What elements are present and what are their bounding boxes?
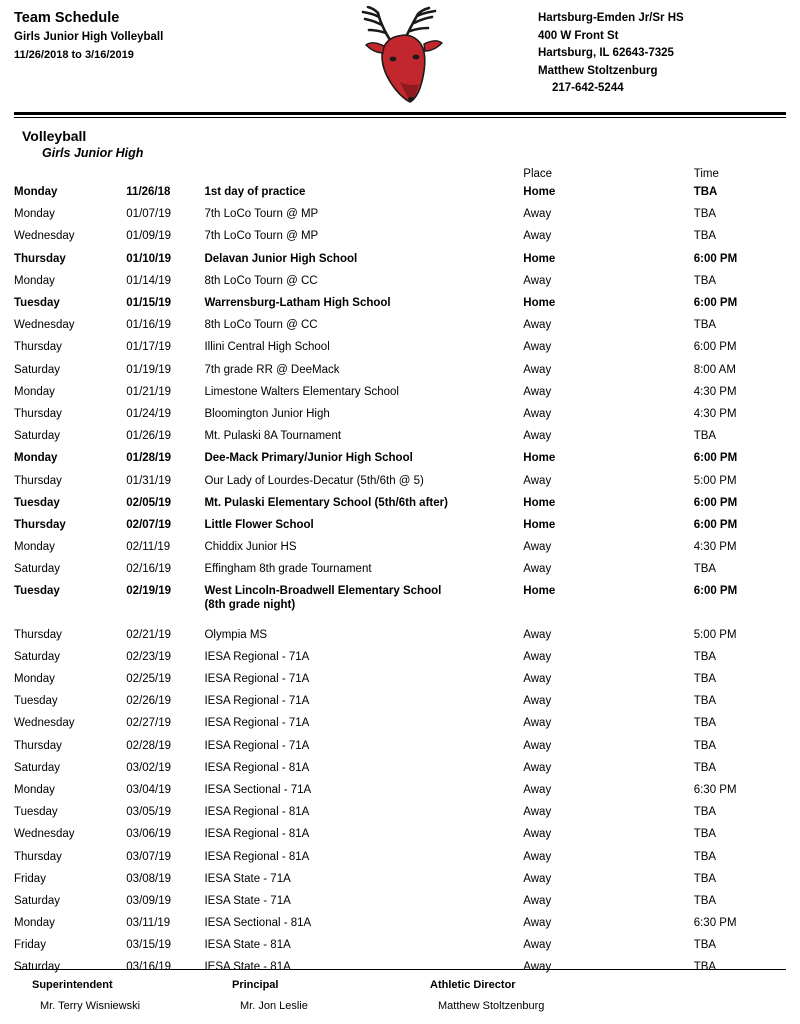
cell-place: Home [523,252,556,265]
opponent-name: IESA Regional - 81A [204,828,310,841]
cell-day: Tuesday [14,585,60,598]
opponent-name: IESA Sectional - 81A [204,917,312,930]
cell-opponent [204,823,523,845]
table-row [14,514,786,536]
table-row [14,469,786,491]
cell-opponent [204,801,523,823]
cell-date: 01/17/19 [126,341,172,354]
opponent-name: 7th grade RR @ DeeMack [204,363,340,376]
cell-place: Away [523,628,552,641]
opponent-name: Dee-Mack Primary/Junior High School [204,452,413,465]
opponent-note: (8th grade night) [204,599,296,612]
cell-day: Thursday [14,474,62,487]
cell-place: Home [523,585,556,598]
cell-opponent [204,580,523,616]
table-row [14,536,786,558]
footer-superintendent [14,979,232,1012]
school-logo [284,6,524,106]
cell-day: Monday [14,385,55,398]
footer-role-label: Principal [232,979,279,991]
cell-place: Away [523,230,552,243]
opponent-name: IESA Regional - 81A [204,761,310,774]
opponent-name: IESA State - 71A [204,872,291,885]
table-row [14,336,786,358]
cell-day: Wednesday [14,230,75,243]
cell-day: Monday [14,917,55,930]
footer-person-name: Matthew Stoltzenburg [438,1000,545,1012]
table-row [14,314,786,336]
header-divider-thin [14,117,786,118]
cell-time: 6:00 PM [693,518,738,531]
footer-divider [14,969,786,970]
cell-day: Wednesday [14,319,75,332]
table-row [14,912,786,934]
document-footer [14,969,786,1012]
cell-time: TBA [693,939,717,952]
cell-time: TBA [693,230,717,243]
cell-place: Away [523,673,552,686]
table-row [14,425,786,447]
table-row [14,801,786,823]
table-row [14,292,786,314]
cell-day: Thursday [14,850,62,863]
cell-day: Thursday [14,518,66,531]
cell-place: Away [523,961,552,974]
table-row [14,779,786,801]
cell-time: TBA [693,274,717,287]
opponent-name: West Lincoln-Broadwell Elementary School [204,585,442,598]
table-header-row [14,168,786,181]
cell-place: Home [523,452,556,465]
cell-time: TBA [693,828,717,841]
cell-day: Wednesday [14,828,75,841]
cell-time: TBA [693,761,717,774]
cell-day: Tuesday [14,496,60,509]
table-row [14,845,786,867]
cell-opponent [204,712,523,734]
table-row [14,225,786,247]
opponent-name: Delavan Junior High School [204,252,358,265]
cell-date: 01/15/19 [126,297,172,310]
table-row [14,580,786,616]
header-school-info [524,6,786,98]
cell-date: 02/25/19 [126,673,172,686]
cell-date: 02/19/19 [126,585,172,598]
cell-place: Away [523,563,552,576]
cell-opponent [204,845,523,867]
cell-opponent [204,425,523,447]
cell-date: 03/04/19 [126,783,172,796]
cell-time: TBA [693,717,717,730]
cell-time: TBA [693,850,717,863]
opponent-name: IESA Regional - 71A [204,673,310,686]
cell-place: Away [523,407,552,420]
cell-date: 01/24/19 [126,407,172,420]
cell-date: 11/26/18 [126,186,171,199]
opponent-name: Limestone Walters Elementary School [204,385,399,398]
cell-time: 5:00 PM [693,474,737,487]
opponent-name: Little Flower School [204,518,314,531]
table-row [14,934,786,956]
school-contact-name: Matthew Stoltzenburg [538,64,658,77]
table-row [14,890,786,912]
cell-opponent [204,381,523,403]
stag-head-logo [344,6,464,106]
cell-place: Away [523,761,552,774]
cell-opponent [204,558,523,580]
page-title: Team Schedule [14,10,120,26]
cell-date: 03/06/19 [126,828,172,841]
cell-day: Tuesday [14,695,58,708]
cell-opponent [204,469,523,491]
cell-date: 01/28/19 [126,452,172,465]
cell-place: Away [523,739,552,752]
opponent-name: IESA State - 71A [204,894,291,907]
table-row [14,181,786,203]
cell-opponent [204,292,523,314]
cell-opponent [204,359,523,381]
cell-date: 01/10/19 [126,252,172,265]
footer-principal [232,979,430,1012]
header-subtitle: Girls Junior High Volleyball [14,31,164,43]
document-header [14,6,786,112]
cell-time: TBA [693,806,717,819]
cell-day: Saturday [14,430,61,443]
cell-time: 8:00 AM [693,363,736,376]
opponent-name: Our Lady of Lourdes-Decatur (5th/6th @ 5) [204,474,424,487]
schedule-table-body [14,181,786,979]
cell-time: TBA [693,872,717,885]
cell-place: Away [523,872,552,885]
cell-time: TBA [693,186,718,199]
cell-day: Saturday [14,363,61,376]
column-header-date [126,168,204,181]
cell-opponent [204,492,523,514]
cell-place: Away [523,650,552,663]
column-header-time: Time [693,168,719,180]
cell-place: Away [523,474,552,487]
cell-time: 4:30 PM [693,407,737,420]
opponent-name: 1st day of practice [204,186,306,199]
cell-place: Away [523,208,552,221]
cell-time: 6:00 PM [693,496,738,509]
cell-opponent [204,447,523,469]
cell-day: Wednesday [14,717,75,730]
cell-date: 02/27/19 [126,717,172,730]
cell-place: Home [523,518,556,531]
cell-time: 6:30 PM [693,783,737,796]
cell-place: Away [523,917,552,930]
sport-title: Volleyball [22,128,87,144]
cell-date: 01/07/19 [126,208,172,221]
opponent-name: Bloomington Junior High [204,407,330,420]
cell-date: 03/08/19 [126,872,172,885]
table-row [14,690,786,712]
table-row-spacer [14,617,786,624]
cell-day: Tuesday [14,297,60,310]
opponent-name: IESA Regional - 71A [204,695,310,708]
cell-day: Monday [14,673,55,686]
cell-date: 01/16/19 [126,319,172,332]
cell-opponent [204,646,523,668]
opponent-name: IESA State - 81A [204,961,291,974]
table-row [14,359,786,381]
cell-time: TBA [693,208,717,221]
cell-place: Away [523,341,552,354]
opponent-name: 7th LoCo Tourn @ MP [204,230,319,243]
cell-time: 6:00 PM [693,452,738,465]
table-row [14,270,786,292]
opponent-name: Chiddix Junior HS [204,541,297,554]
cell-opponent [204,225,523,247]
table-row [14,558,786,580]
opponent-name: Mt. Pulaski 8A Tournament [204,430,342,443]
cell-place: Away [523,850,552,863]
cell-place: Away [523,363,552,376]
cell-day: Thursday [14,252,66,265]
cell-day: Friday [14,872,46,885]
cell-time: TBA [693,695,717,708]
opponent-name: IESA Regional - 71A [204,717,310,730]
opponent-name: IESA Regional - 71A [204,650,310,663]
cell-day: Monday [14,783,55,796]
cell-place: Away [523,939,552,952]
cell-opponent [204,934,523,956]
cell-place: Away [523,806,552,819]
cell-date: 03/05/19 [126,806,172,819]
cell-date: 02/07/19 [126,518,172,531]
table-row [14,668,786,690]
cell-date: 03/09/19 [126,894,172,907]
cell-day: Monday [14,208,55,221]
cell-time: TBA [693,673,717,686]
cell-date: 01/31/19 [126,474,172,487]
cell-day: Monday [14,274,55,287]
cell-day: Thursday [14,739,62,752]
cell-opponent [204,248,523,270]
opponent-name: Warrensburg-Latham High School [204,297,391,310]
cell-opponent [204,779,523,801]
cell-opponent [204,336,523,358]
cell-time: 6:00 PM [693,585,738,598]
cell-day: Saturday [14,563,61,576]
cell-place: Home [523,496,556,509]
cell-place: Away [523,783,552,796]
cell-date: 02/05/19 [126,496,172,509]
cell-opponent [204,536,523,558]
cell-place: Away [523,894,552,907]
cell-opponent [204,868,523,890]
cell-opponent [204,668,523,690]
cell-date: 02/23/19 [126,650,172,663]
cell-time: TBA [693,319,717,332]
footer-person-name: Mr. Jon Leslie [240,1000,308,1012]
school-address-line1: 400 W Front St [538,29,619,42]
cell-date: 02/26/19 [126,695,172,708]
cell-day: Thursday [14,341,62,354]
table-row [14,868,786,890]
cell-place: Away [523,828,552,841]
cell-day: Monday [14,452,58,465]
table-row [14,447,786,469]
cell-time: 6:30 PM [693,917,737,930]
cell-opponent [204,314,523,336]
cell-date: 02/16/19 [126,563,172,576]
table-row [14,646,786,668]
school-name: Hartsburg-Emden Jr/Sr HS [538,12,684,24]
cell-place: Away [523,430,552,443]
cell-opponent [204,890,523,912]
sport-level: Girls Junior High [42,146,144,160]
table-row [14,248,786,270]
cell-day: Friday [14,939,46,952]
cell-time: 6:00 PM [693,341,737,354]
cell-date: 03/07/19 [126,850,172,863]
table-row [14,712,786,734]
cell-time: TBA [693,739,717,752]
cell-date: 03/11/19 [126,917,171,930]
opponent-name: IESA State - 81A [204,939,291,952]
cell-place: Away [523,541,552,554]
footer-role-label: Athletic Director [430,979,516,991]
cell-place: Away [523,695,552,708]
cell-date: 01/14/19 [126,274,172,287]
column-header-day [14,168,126,181]
cell-date: 01/21/19 [126,385,172,398]
cell-date: 01/26/19 [126,430,172,443]
cell-date: 03/15/19 [126,939,172,952]
cell-opponent [204,757,523,779]
opponent-name: Mt. Pulaski Elementary School (5th/6th after) [204,496,448,509]
spacer-cell [14,617,786,624]
cell-day: Saturday [14,761,61,774]
cell-time: TBA [693,650,717,663]
cell-place: Away [523,385,552,398]
cell-place: Away [523,274,552,287]
cell-time: 4:30 PM [693,385,737,398]
table-row [14,735,786,757]
opponent-name: 8th LoCo Tourn @ CC [204,274,318,287]
cell-day: Monday [14,541,55,554]
cell-time: 6:00 PM [693,252,738,265]
cell-date: 03/02/19 [126,761,172,774]
cell-time: 6:00 PM [693,297,738,310]
cell-date: 03/16/19 [126,961,172,974]
cell-place: Away [523,717,552,730]
cell-time: TBA [693,894,717,907]
cell-date: 01/09/19 [126,230,172,243]
school-phone: 217-642-5244 [552,82,624,94]
opponent-name: 7th LoCo Tourn @ MP [204,208,319,221]
column-header-place: Place [523,168,553,180]
cell-opponent [204,912,523,934]
cell-day: Saturday [14,961,61,974]
cell-day: Saturday [14,894,61,907]
cell-place: Home [523,297,556,310]
cell-day: Tuesday [14,806,58,819]
table-row [14,823,786,845]
opponent-name: Effingham 8th grade Tournament [204,563,372,576]
cell-opponent [204,735,523,757]
schedule-table [14,168,786,979]
cell-day: Thursday [14,628,62,641]
header-divider-thick [14,112,786,115]
opponent-name: Illini Central High School [204,341,330,354]
opponent-name: 8th LoCo Tourn @ CC [204,319,318,332]
opponent-name: Olympia MS [204,628,268,641]
cell-time: TBA [693,563,717,576]
opponent-name: IESA Regional - 71A [204,739,310,752]
cell-opponent [204,690,523,712]
cell-opponent [204,181,523,203]
cell-opponent [204,403,523,425]
footer-role-label: Superintendent [32,979,113,991]
cell-time: 5:00 PM [693,628,737,641]
table-row [14,403,786,425]
footer-person-name: Mr. Terry Wisniewski [40,1000,141,1012]
cell-date: 02/21/19 [126,628,172,641]
opponent-name: IESA Sectional - 71A [204,783,312,796]
cell-opponent [204,514,523,536]
table-row [14,492,786,514]
opponent-name: IESA Regional - 81A [204,806,310,819]
table-row [14,203,786,225]
cell-date: 01/19/19 [126,363,172,376]
table-row [14,381,786,403]
cell-date: 02/28/19 [126,739,172,752]
footer-athletic-director [430,979,670,1012]
header-date-range: 11/26/2018 to 3/16/2019 [14,49,134,61]
cell-opponent [204,270,523,292]
cell-opponent [204,203,523,225]
cell-day: Monday [14,186,58,199]
cell-day: Saturday [14,650,61,663]
school-address-line2: Hartsburg, IL 62643-7325 [538,47,674,59]
cell-time: TBA [693,430,717,443]
cell-time: TBA [693,961,717,974]
column-header-opponent [204,168,523,181]
cell-day: Thursday [14,407,62,420]
cell-place: Away [523,319,552,332]
table-row [14,757,786,779]
table-row [14,624,786,646]
cell-date: 02/11/19 [126,541,171,554]
header-left-block [14,6,284,63]
cell-time: 4:30 PM [693,541,737,554]
opponent-name: IESA Regional - 81A [204,850,310,863]
cell-opponent [204,624,523,646]
cell-place: Home [523,186,556,199]
